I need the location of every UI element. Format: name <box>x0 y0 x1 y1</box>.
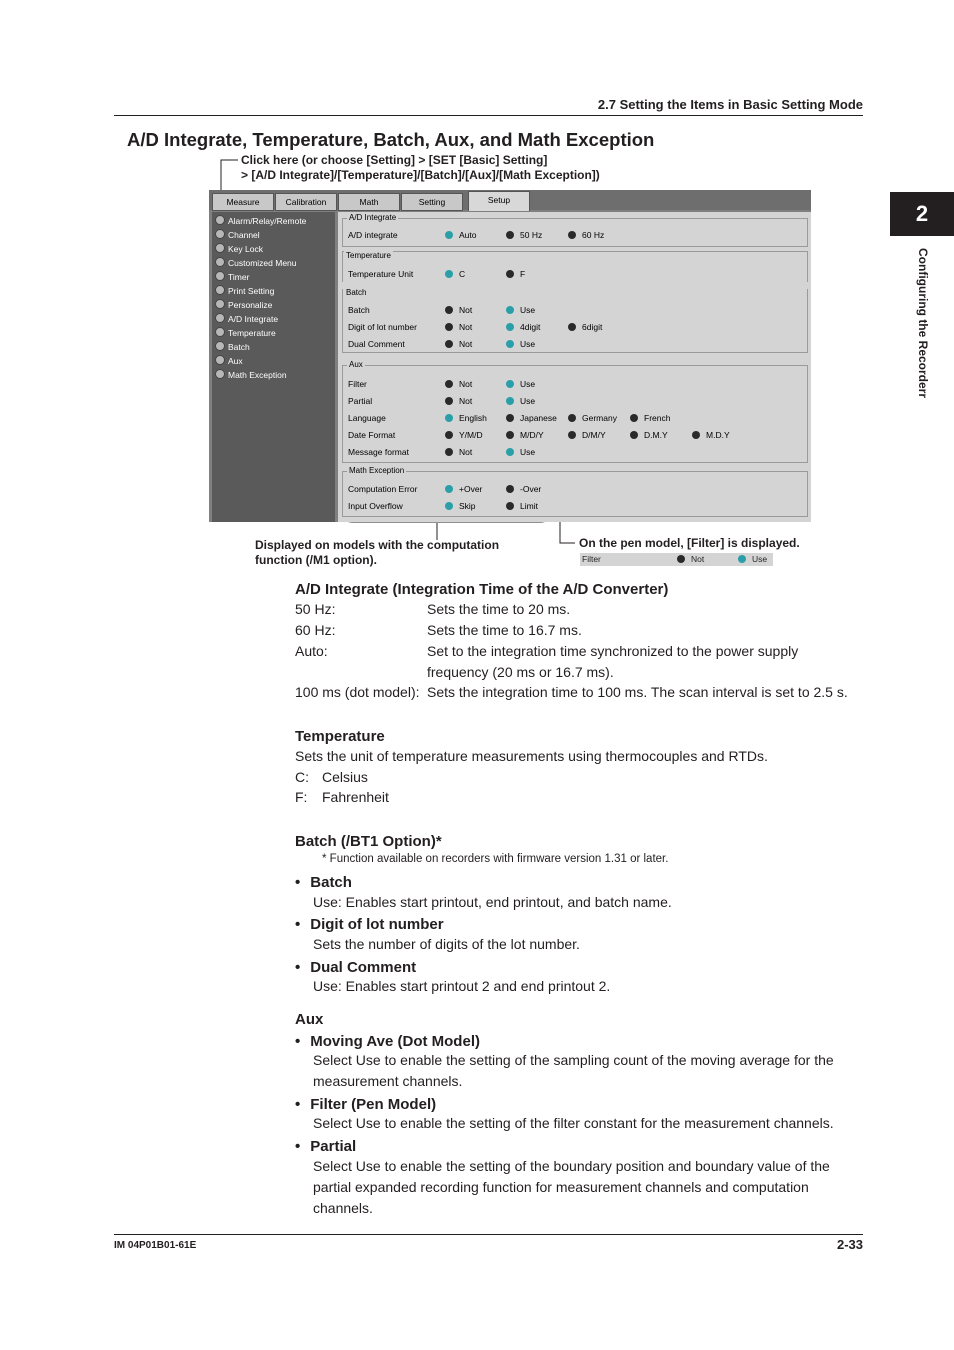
radio-icon <box>445 431 453 439</box>
tab-setting[interactable]: Setting <box>401 193 463 211</box>
radio-auto[interactable]: Auto <box>445 230 477 240</box>
radio-filter-use[interactable]: Use <box>506 379 535 389</box>
menu-bullet-icon <box>215 271 225 281</box>
radio-60hz[interactable]: 60 Hz <box>568 230 604 240</box>
tab-setup[interactable]: Setup <box>468 191 530 211</box>
radio-icon <box>568 323 576 331</box>
radio-icon <box>568 231 576 239</box>
row-label: A/D integrate <box>348 230 398 240</box>
batch-heading: Batch (/BT1 Option)* <box>295 833 442 850</box>
pen-filter-label: Filter <box>582 554 601 564</box>
radio-icon <box>445 323 453 331</box>
menu-item-customized-menu[interactable]: Customized Menu <box>215 256 297 270</box>
radio-icon <box>506 414 514 422</box>
callout-computation-line1: Displayed on models with the computation <box>255 538 500 552</box>
radio-message-not[interactable]: Not <box>445 447 472 457</box>
radio-germany[interactable]: Germany <box>568 413 617 423</box>
bullet-moving-ave-text: measurement channels. <box>313 1073 463 1089</box>
radio-pen-filter-use[interactable]: Use <box>738 553 767 566</box>
radio-plus-over[interactable]: +Over <box>445 484 482 494</box>
radio-icon <box>506 431 514 439</box>
radio-icon <box>445 340 453 348</box>
temp-item-desc: Fahrenheit <box>322 789 389 805</box>
tab-measure[interactable]: Measure <box>212 193 274 211</box>
menu-bullet-icon <box>215 229 225 239</box>
ad-item-term: 100 ms (dot model): <box>295 684 420 700</box>
radio-english[interactable]: English <box>445 413 487 423</box>
bullet-icon: • <box>295 1138 301 1155</box>
group-title: Aux <box>349 360 363 369</box>
ad-item-desc: Set to the integration time synchronized to the power supply <box>427 643 799 659</box>
menu-panel <box>212 212 335 522</box>
radio-dual-not[interactable]: Not <box>445 339 472 349</box>
radio-minus-over[interactable]: -Over <box>506 484 541 494</box>
row-label: Computation Error <box>348 484 418 494</box>
radio-d-m-y[interactable]: D.M.Y <box>630 430 668 440</box>
footer-rule <box>114 1234 863 1235</box>
radio-icon <box>630 431 638 439</box>
ad-item-desc: Sets the integration time to 100 ms. The scan interval is set to 2.5 s. <box>427 684 848 700</box>
radio-selected-icon <box>506 340 514 348</box>
radio-selected-icon <box>445 231 453 239</box>
aux-heading: Aux <box>295 1011 324 1028</box>
radio-message-use[interactable]: Use <box>506 447 535 457</box>
settings-panel <box>338 212 811 522</box>
radio-pen-filter-not[interactable]: Not <box>677 553 704 566</box>
radio-icon <box>506 502 514 510</box>
radio-selected-icon <box>738 555 746 563</box>
section-header: 2.7 Setting the Items in Basic Setting Mode <box>597 97 863 112</box>
radio-icon <box>445 380 453 388</box>
radio-selected-icon <box>445 502 453 510</box>
radio-dual-use[interactable]: Use <box>506 339 535 349</box>
bullet-filter-text: Select Use to enable the setting of the filter constant for the measurement channels. <box>313 1115 834 1131</box>
group-title: A/D Integrate <box>349 213 397 222</box>
bullet-digit: • Digit of lot number <box>295 916 444 933</box>
radio-icon <box>568 431 576 439</box>
bullet-icon: • <box>295 916 301 933</box>
callout-computation <box>255 538 499 568</box>
radio-limit[interactable]: Limit <box>506 501 538 511</box>
bullet-dual-text: Use: Enables start printout 2 and end printout 2. <box>313 978 611 994</box>
row-label: Batch <box>348 305 370 315</box>
ad-item-desc: Sets the time to 20 ms. <box>427 601 571 617</box>
radio-digit-not[interactable]: Not <box>445 322 472 332</box>
menu-item-timer[interactable]: Timer <box>215 270 249 284</box>
radio-icon <box>677 555 685 563</box>
settings-screenshot <box>209 190 811 522</box>
radio-icon <box>506 270 514 278</box>
bullet-digit-text: Sets the number of digits of the lot number. <box>313 936 580 952</box>
chapter-tab: 2 <box>890 192 954 236</box>
radio-japanese[interactable]: Japanese <box>506 413 557 423</box>
bullet-icon: • <box>295 959 301 976</box>
group-batch <box>342 289 808 353</box>
radio-icon <box>445 306 453 314</box>
radio-icon <box>506 231 514 239</box>
callout-top-line2: > [A/D Integrate]/[Temperature]/[Batch]/[Aux]/[Math Exception]) <box>241 168 600 182</box>
menu-bullet-icon <box>215 285 225 295</box>
bullet-partial-text: channels. <box>313 1200 373 1216</box>
menu-bullet-icon <box>215 355 225 365</box>
radio-selected-icon <box>445 414 453 422</box>
bullet-partial: • Partial <box>295 1138 357 1155</box>
radio-ymd[interactable]: Y/M/D <box>445 430 483 440</box>
bullet-icon: • <box>295 1033 301 1050</box>
temp-item-term: F: <box>295 789 308 805</box>
bullet-batch-text: Use: Enables start printout, end printout, and batch name. <box>313 894 672 910</box>
chapter-title: Configuring the Recorderr <box>916 248 930 399</box>
temp-heading: Temperature <box>295 728 385 745</box>
bullet-moving-ave: • Moving Ave (Dot Model) <box>295 1033 480 1050</box>
menu-bullet-icon <box>215 341 225 351</box>
radio-icon <box>630 414 638 422</box>
bullet-batch: • Batch <box>295 874 352 891</box>
radio-50hz[interactable]: 50 Hz <box>506 230 542 240</box>
callout-pen-model: On the pen model, [Filter] is displayed. <box>579 536 800 550</box>
page-title: A/D Integrate, Temperature, Batch, Aux, and Math Exception <box>127 129 655 150</box>
menu-item-math-exception[interactable]: Math Exception <box>215 368 287 382</box>
ad-heading: A/D Integrate (Integration Time of the A/D Converter) <box>295 581 669 598</box>
doc-id: IM 04P01B01-61E <box>114 1240 197 1251</box>
menu-item-temperature[interactable]: Temperature <box>215 326 276 340</box>
radio-mdy[interactable]: M/D/Y <box>506 430 544 440</box>
menu-item-alarm[interactable]: Alarm/Relay/Remote <box>215 214 306 228</box>
temp-item-desc: Celsius <box>322 769 368 785</box>
callout-top-line1: Click here (or choose [Setting] > [SET [Basic] Setting] <box>241 153 548 167</box>
menu-bullet-icon <box>215 369 225 379</box>
radio-icon <box>445 448 453 456</box>
radio-batch-use[interactable]: Use <box>506 305 535 315</box>
row-label: Dual Comment <box>348 339 405 349</box>
radio-selected-icon <box>506 380 514 388</box>
row-label: Filter <box>348 379 367 389</box>
menu-bullet-icon <box>215 299 225 309</box>
tab-math[interactable]: Math <box>338 193 400 211</box>
radio-selected-icon <box>506 323 514 331</box>
row-label: Input Overflow <box>348 501 403 511</box>
group-title: Temperature <box>346 251 391 260</box>
menu-item-batch[interactable]: Batch <box>215 340 250 354</box>
row-label: Date Format <box>348 430 396 440</box>
menu-bullet-icon <box>215 327 225 337</box>
radio-batch-not[interactable]: Not <box>445 305 472 315</box>
radio-selected-icon <box>445 485 453 493</box>
radio-partial-not[interactable]: Not <box>445 396 472 406</box>
radio-f[interactable]: F <box>506 269 525 279</box>
bullet-icon: • <box>295 1096 301 1113</box>
menu-item-ad-integrate[interactable]: A/D Integrate <box>215 312 278 326</box>
row-label: Language <box>348 413 386 423</box>
radio-selected-icon <box>506 448 514 456</box>
menu-item-print-setting[interactable]: Print Setting <box>215 284 274 298</box>
row-label: Partial <box>348 396 373 406</box>
bullet-moving-ave-text: Select Use to enable the setting of the sampling count of the moving average for the <box>313 1052 834 1068</box>
batch-footnote: * Function available on recorders with firmware version 1.31 or later. <box>322 853 669 865</box>
group-aux <box>342 360 808 463</box>
radio-skip[interactable]: Skip <box>445 501 476 511</box>
bullet-icon: • <box>295 874 301 891</box>
radio-partial-use[interactable]: Use <box>506 396 535 406</box>
radio-m-d-y[interactable]: M.D.Y <box>692 430 730 440</box>
group-ad-integrate <box>342 213 808 247</box>
radio-filter-not[interactable]: Not <box>445 379 472 389</box>
tab-calibration[interactable]: Calibration <box>275 193 337 211</box>
ad-item-term: 50 Hz: <box>295 601 336 617</box>
menu-bullet-icon <box>215 313 225 323</box>
menu-item-personalize[interactable]: Personalize <box>215 298 272 312</box>
bullet-dual: • Dual Comment <box>295 959 417 976</box>
radio-digit-6[interactable]: 6digit <box>568 322 602 332</box>
tab-bar <box>209 190 811 210</box>
group-math-exception <box>342 466 808 517</box>
radio-icon <box>692 431 700 439</box>
radio-icon <box>445 397 453 405</box>
radio-icon <box>506 485 514 493</box>
ad-item-desc: Sets the time to 16.7 ms. <box>427 622 582 638</box>
radio-digit-4[interactable]: 4digit <box>506 322 540 332</box>
temp-item-term: C: <box>295 769 309 785</box>
ad-item-term: 60 Hz: <box>295 622 336 638</box>
menu-bullet-icon <box>215 257 225 267</box>
bullet-partial-text: partial expanded recording function for measurement channels and computation <box>313 1179 809 1195</box>
group-title: Batch <box>346 288 367 297</box>
row-label: Temperature Unit <box>348 269 414 279</box>
menu-item-aux[interactable]: Aux <box>215 354 243 368</box>
row-label: Digit of lot number <box>348 322 417 332</box>
ad-item-desc-cont: frequency (20 ms or 16.7 ms). <box>427 664 614 680</box>
radio-french[interactable]: French <box>630 413 670 423</box>
radio-selected-icon <box>445 270 453 278</box>
menu-bullet-icon <box>215 243 225 253</box>
page-number: 2-33 <box>836 1237 863 1252</box>
bullet-filter: • Filter (Pen Model) <box>295 1096 437 1113</box>
menu-bullet-icon <box>215 215 225 225</box>
bullet-partial-text: Select Use to enable the setting of the boundary position and boundary value of the <box>313 1158 830 1174</box>
group-temperature <box>342 251 808 282</box>
callout-computation-line2: function (/M1 option). <box>255 553 377 567</box>
menu-item-key-lock[interactable]: Key Lock <box>215 242 263 256</box>
radio-selected-icon <box>506 397 514 405</box>
pen-filter-strip <box>580 553 773 566</box>
group-title: Math Exception <box>349 466 405 475</box>
menu-item-channel[interactable]: Channel <box>215 228 260 242</box>
radio-icon <box>568 414 576 422</box>
row-label: Message format <box>348 447 409 457</box>
radio-c[interactable]: C <box>445 269 465 279</box>
radio-selected-icon <box>506 306 514 314</box>
radio-dmy[interactable]: D/M/Y <box>568 430 606 440</box>
temp-desc: Sets the unit of temperature measurements using thermocouples and RTDs. <box>295 748 768 764</box>
ad-item-term: Auto: <box>295 643 328 659</box>
